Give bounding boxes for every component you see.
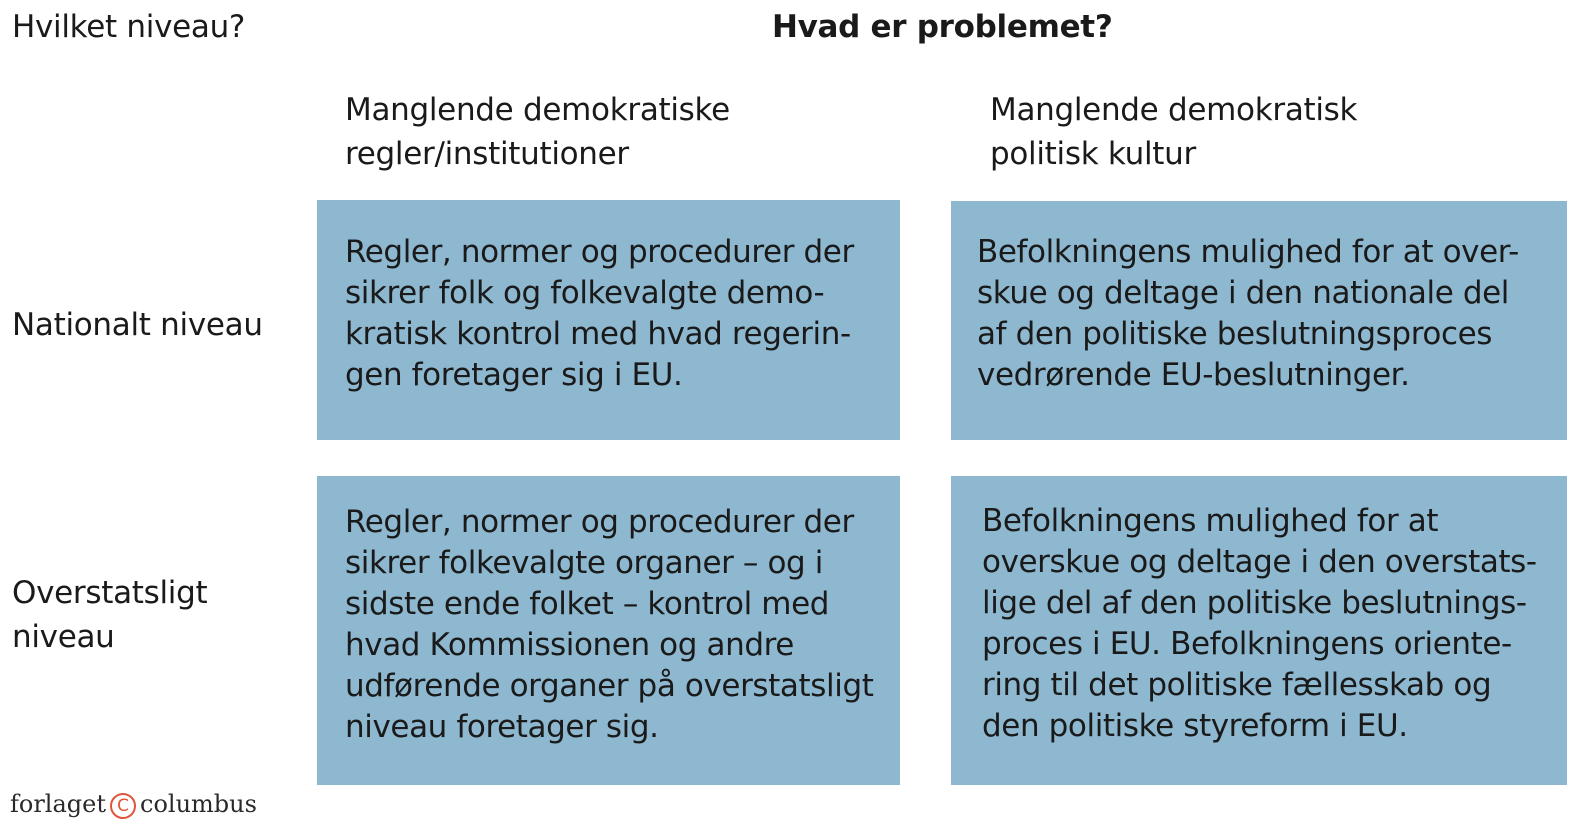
row-header: Hvilket niveau?	[12, 9, 246, 45]
logo-text-right: columbus	[140, 790, 257, 818]
cell-supranational-culture	[951, 476, 1567, 785]
column-header-culture	[990, 88, 1357, 176]
cell-line: den politiske styreform i EU.	[982, 708, 1408, 744]
cell-line: udførende organer på overstatsligt	[345, 668, 874, 704]
row-label-national	[12, 303, 263, 347]
cell-line: sikrer folkevalgte organer – og i	[345, 545, 824, 581]
publisher-logo	[10, 790, 257, 819]
cell-national-culture	[951, 201, 1567, 440]
cell-national-rules	[317, 200, 900, 440]
cell-line: skue og deltage i den nationale del	[977, 275, 1509, 311]
row-label-line: Overstatsligt	[12, 575, 208, 611]
logo-text-left: forlaget	[10, 790, 106, 818]
row-label-line: niveau	[12, 619, 115, 655]
row-label-supranational	[12, 571, 207, 659]
row-label-line: Nationalt niveau	[12, 307, 263, 343]
column-header-line: Manglende demokratisk	[990, 92, 1358, 128]
cell-line: gen foretager sig i EU.	[345, 357, 683, 393]
cell-line: niveau foretager sig.	[345, 709, 659, 745]
column-header-line: Manglende demokratiske	[345, 92, 730, 128]
copyright-icon: C	[110, 793, 136, 819]
cell-line: kratisk kontrol med hvad regerin-	[345, 316, 851, 352]
cell-line: proces i EU. Befolkningens oriente-	[982, 626, 1512, 662]
cell-line: Befolkningens mulighed for at	[982, 503, 1439, 539]
cell-line: Regler, normer og procedurer der	[345, 234, 854, 270]
cell-line: vedrørende EU-beslutninger.	[977, 357, 1410, 393]
cell-line: ring til det politiske fællesskab og	[982, 667, 1492, 703]
column-header-line: politisk kultur	[990, 136, 1196, 172]
column-header-line: regler/institutioner	[345, 136, 629, 172]
column-header-rules	[345, 88, 730, 176]
cell-line: sikrer folk og folkevalgte demo-	[345, 275, 825, 311]
cell-line: hvad Kommissionen og andre	[345, 627, 794, 663]
cell-line: Regler, normer og procedurer der	[345, 504, 854, 540]
cell-line: overskue og deltage i den overstats-	[982, 544, 1537, 580]
cell-line: Befolkningens mulighed for at over-	[977, 234, 1519, 270]
cell-line: af den politiske beslutningsproces	[977, 316, 1493, 352]
cell-supranational-rules	[317, 476, 900, 785]
cell-line: sidste ende folket – kontrol med	[345, 586, 830, 622]
cell-line: lige del af den politiske beslutnings-	[982, 585, 1527, 621]
diagram-title: Hvad er problemet?	[772, 9, 1113, 45]
